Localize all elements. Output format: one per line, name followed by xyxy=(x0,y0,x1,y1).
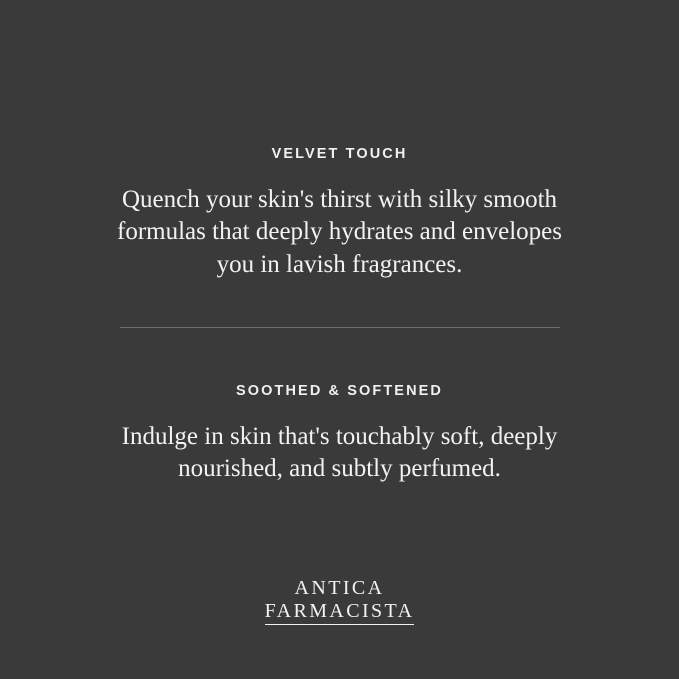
feature-section-soothed-softened xyxy=(0,328,679,486)
section-body-soothed-softened: Indulge in skin that's touchably soft, deeply nourished, and subtly perfumed. xyxy=(121,422,558,482)
feature-section-velvet-touch xyxy=(0,0,679,281)
brand-logo xyxy=(265,577,415,625)
brand-name-line-1: ANTICA xyxy=(294,577,385,600)
section-heading-velvet-touch: VELVET TOUCH xyxy=(271,146,408,162)
section-heading-soothed-softened: SOOTHED & SOFTENED xyxy=(236,382,443,399)
brand-name-line-2: FARMACISTA xyxy=(265,600,415,625)
section-body-velvet-touch: Quench your skin's thirst with silky smooth formulas that deeply hydrates and envelopes you in lavish fragrances. xyxy=(117,186,562,278)
